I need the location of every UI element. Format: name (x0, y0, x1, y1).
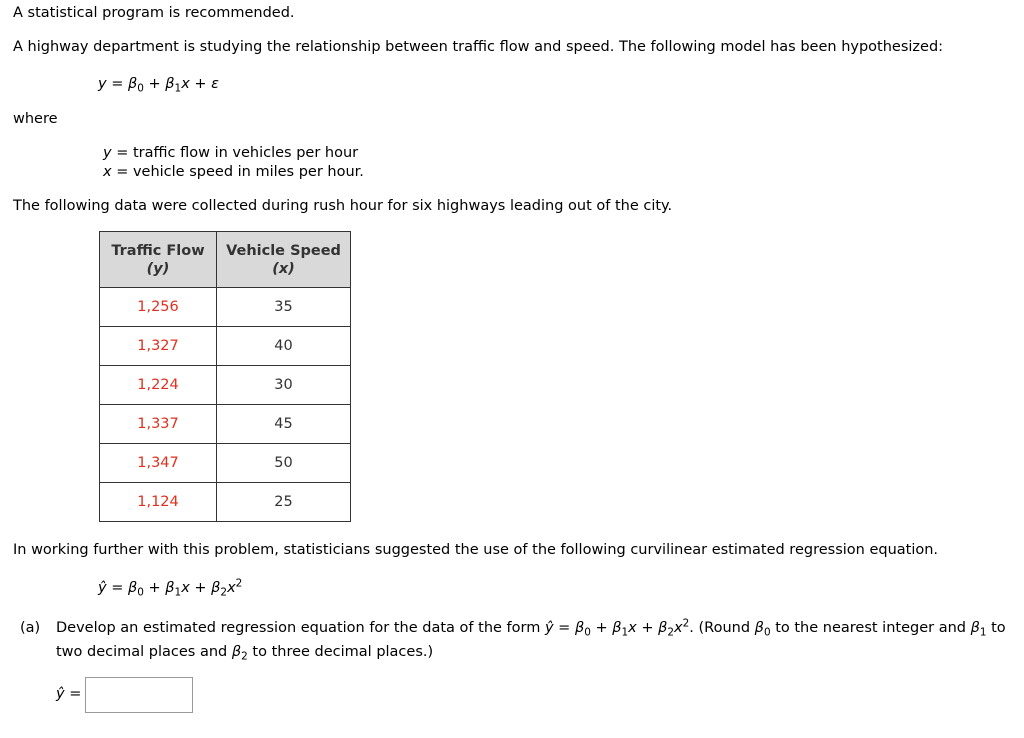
data-table (99, 231, 351, 522)
header-vehicle-speed: Vehicle Speed (x) (217, 232, 351, 288)
answer-input[interactable] (85, 677, 193, 713)
definition-y: y = traffic flow in vehicles per hour (103, 145, 359, 161)
further-text: In working further with this problem, statisticians suggested the use of the following curvilinear estimated regression equation. (13, 542, 939, 558)
data-intro-text: The following data were collected during rush hour for six highways leading out of the city. (13, 198, 673, 214)
vehicle-speed-cell: 45 (217, 405, 351, 444)
traffic-flow-cell: 1,224 (100, 366, 217, 405)
traffic-flow-cell: 1,124 (100, 483, 217, 522)
problem-text: A highway department is studying the relationship between traffic flow and speed. The following model has been hypothesized: (13, 39, 944, 55)
part-a-question-line2: two decimal places and $\beta_2$ to three decimal places.) (56, 644, 434, 663)
vehicle-speed-cell: 30 (217, 366, 351, 405)
traffic-flow-cell: 1,337 (100, 405, 217, 444)
table-row (100, 405, 351, 444)
table-row (100, 366, 351, 405)
part-a-question-line1: Develop an estimated regression equation for the data of the form ŷ = $\beta_0 + \beta_1x + \beta_2x^2$. (Round $\beta_0$ to the nearest integer and $\beta_1$ to (56, 617, 1006, 639)
model-equation: $y = \beta_0 + \beta_1x + \varepsilon$ (98, 76, 219, 95)
header-traffic-flow: Traffic Flow (y) (100, 232, 217, 288)
table-row (100, 327, 351, 366)
table-row (100, 483, 351, 522)
table-row (100, 288, 351, 327)
curvilinear-equation: ŷ = $\beta_0 + \beta_1x + \beta_2x^2$ (98, 577, 243, 599)
traffic-flow-cell: 1,256 (100, 288, 217, 327)
answer-label: ŷ = (56, 686, 82, 702)
intro-text: A statistical program is recommended. (13, 5, 295, 21)
vehicle-speed-cell: 25 (217, 483, 351, 522)
vehicle-speed-cell: 50 (217, 444, 351, 483)
where-label: where (13, 111, 58, 127)
traffic-flow-cell: 1,347 (100, 444, 217, 483)
vehicle-speed-cell: 40 (217, 327, 351, 366)
traffic-flow-cell: 1,327 (100, 327, 217, 366)
part-a-label: (a) (20, 620, 41, 636)
definition-x: x = vehicle speed in miles per hour. (103, 164, 364, 180)
vehicle-speed-cell: 35 (217, 288, 351, 327)
table-row (100, 444, 351, 483)
